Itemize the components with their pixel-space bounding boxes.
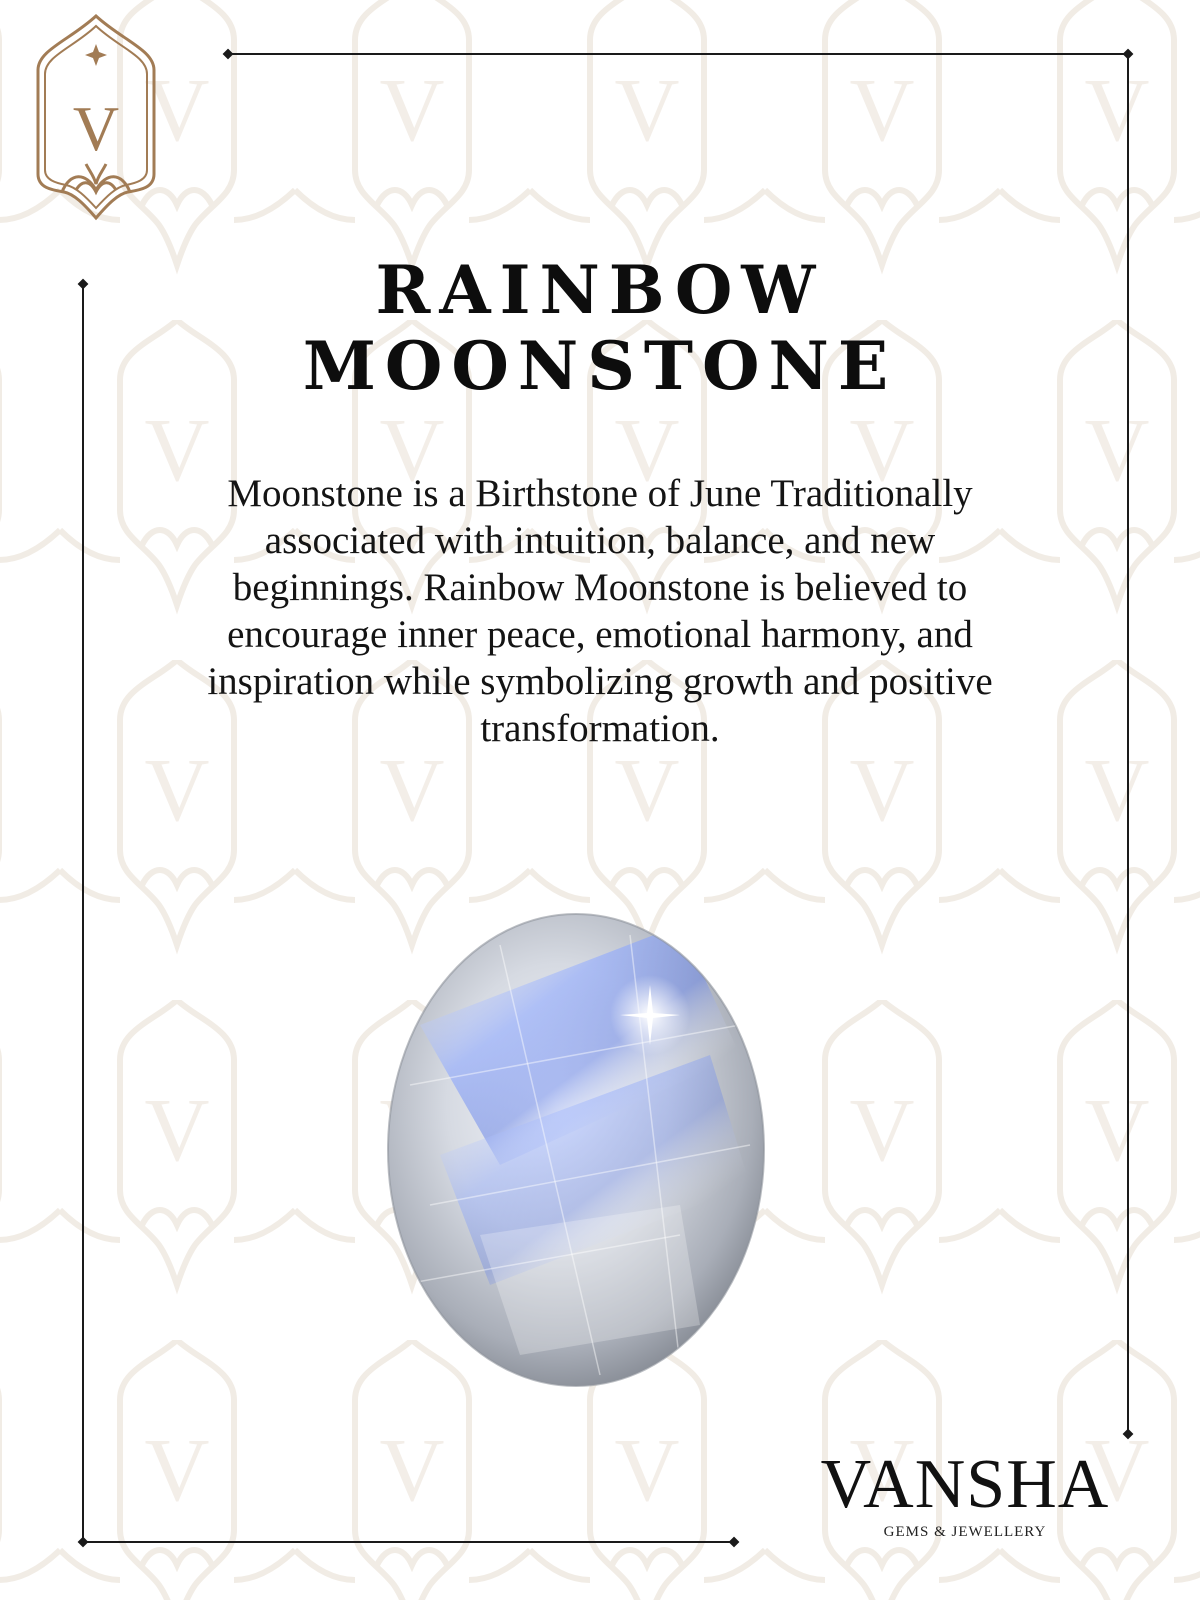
brand-tagline: GEMS & JEWELLERY (883, 1524, 1047, 1540)
brand-name: VANSHA (820, 1446, 1110, 1523)
brand-logo (800, 1448, 1130, 1541)
gem-description: Moonstone is a Birthstone of June Traditionally associated with intuition, balance, and new beginnings. Rainbow Moonstone is believed to encourage inner peace, emotional harmony, and inspiration while symbolizing growth and positive transformation. (207, 472, 993, 750)
ornate-arch-v-monogram-icon (30, 12, 162, 224)
title-line-1: RAINBOW (375, 251, 825, 329)
rainbow-moonstone-cabochon-image (380, 905, 780, 1395)
logo-letter: V (72, 93, 120, 164)
page-title (200, 252, 1000, 404)
title-line-2: MOONSTONE (302, 327, 898, 405)
